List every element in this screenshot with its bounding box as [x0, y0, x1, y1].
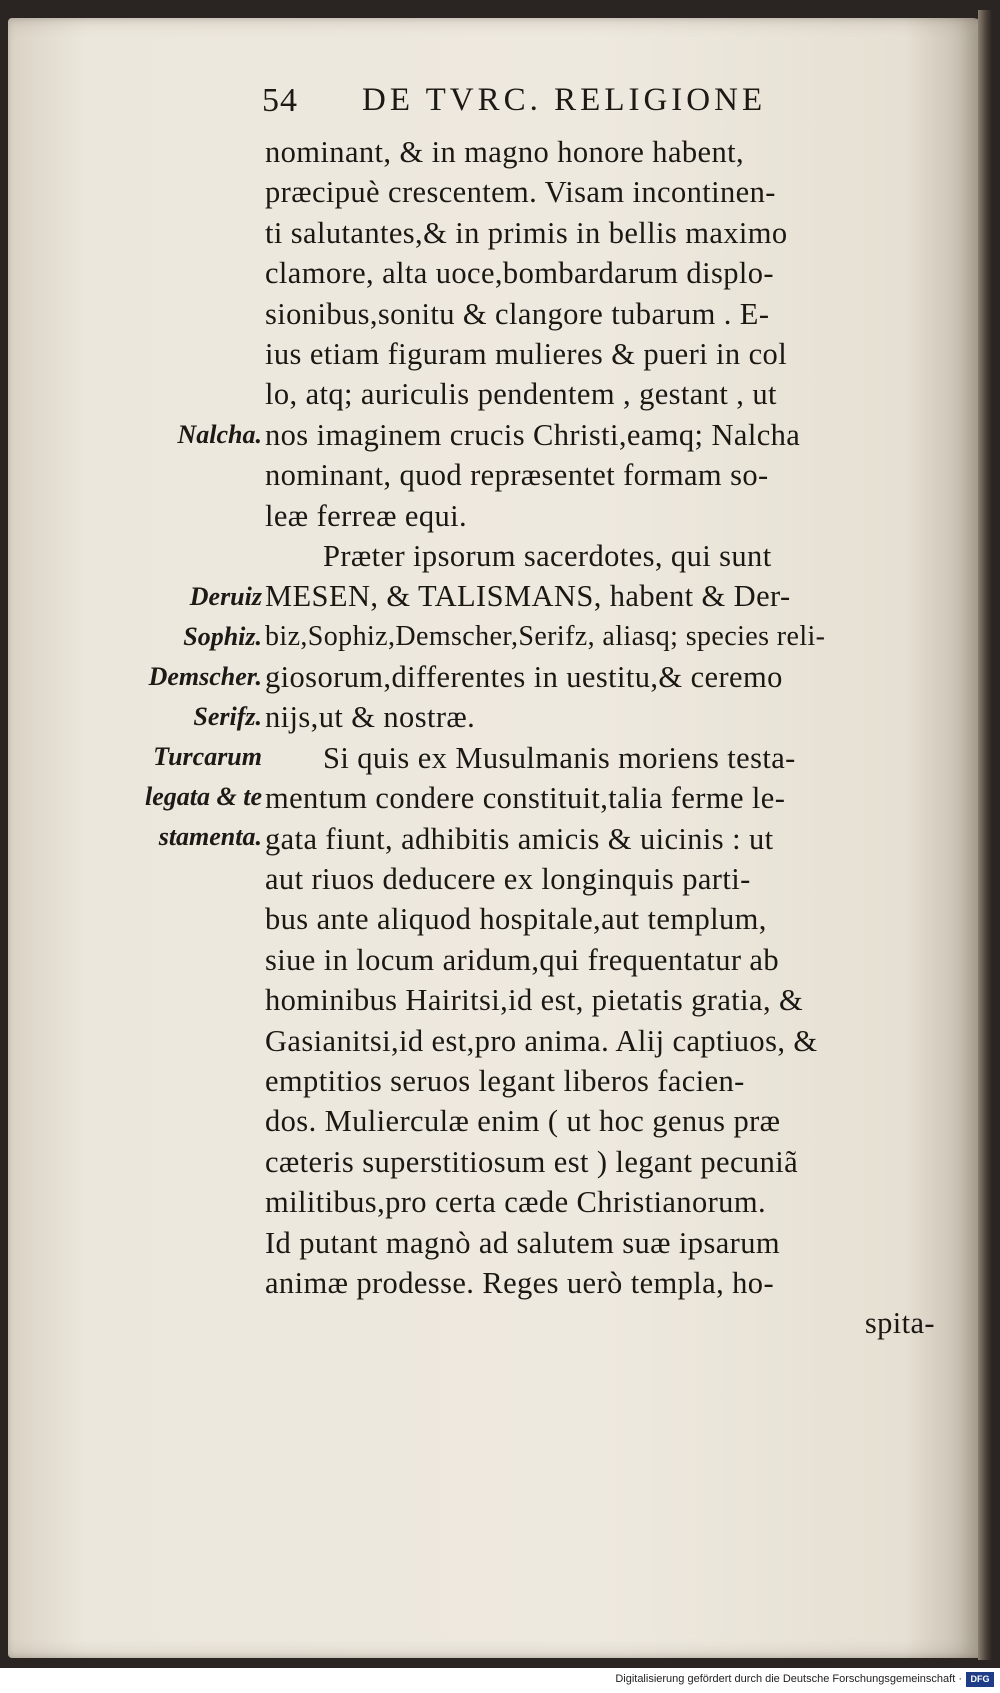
- text-line: nominant, & in magno honore habent,: [265, 135, 745, 169]
- text-line: sionibus,sonitu & clangore tubarum . E-: [265, 296, 770, 331]
- page-header: [262, 82, 862, 130]
- running-head: DE TVRC. RELIGIONE: [362, 82, 767, 118]
- body-text: [265, 132, 935, 1344]
- catchword: spita-: [864, 1306, 935, 1341]
- text-line: animæ prodesse. Reges uerò templa, ho-: [265, 1265, 775, 1300]
- margin-note: Deruiz: [189, 582, 262, 611]
- text-line: nominant, quod repræsentet formam so-: [265, 458, 769, 493]
- text-line: giosorum,differentes in uestitu,& ceremo: [265, 660, 783, 695]
- dfg-logo: DFG: [966, 1672, 994, 1687]
- text-line: clamore, alta uoce,bombardarum displo-: [265, 256, 774, 291]
- footer-bar: [0, 1668, 1000, 1693]
- funding-credit: Digitalisierung gefördert durch die Deutsche Forschungsgemeinschaft ·: [615, 1673, 962, 1685]
- text-line: nijs,ut & nostræ.: [265, 700, 476, 735]
- text-line: ius etiam figuram mulieres & pueri in col: [265, 336, 788, 371]
- text-line: emptitios seruos legant liberos facien-: [265, 1063, 745, 1098]
- text-line: Gasianitsi,id est,pro anima. Alij captiuos, &: [265, 1023, 818, 1058]
- text-line: Præter ipsorum sacerdotes, qui sunt: [323, 538, 772, 573]
- margin-note: stamenta.: [158, 822, 262, 851]
- text-line: gata fiunt, adhibitis amicis & uicinis : ut: [265, 821, 774, 856]
- margin-note: Turcarum: [153, 742, 262, 771]
- text-line: præcipuè crescentem. Visam incontinen-: [265, 175, 776, 210]
- text-line: biz,Sophiz,Demscher,Serifz, aliasq; species reli-: [265, 620, 826, 652]
- text-line: mentum condere constituit,talia ferme le-: [265, 781, 786, 816]
- text-line: bus ante aliquod hospitale,aut templum,: [265, 902, 767, 937]
- page-fore-edge: [978, 10, 992, 1660]
- text-line: leæ ferreæ equi.: [265, 498, 468, 533]
- text-line: Si quis ex Musulmanis moriens testa-: [323, 740, 796, 775]
- margin-note: Demscher.: [148, 662, 262, 691]
- text-line: MESEN, & TALISMANS, habent & Der-: [265, 579, 791, 614]
- margin-note: Sophiz.: [183, 622, 262, 651]
- text-line: Id putant magnò ad salutem suæ ipsarum: [265, 1225, 780, 1260]
- text-line: siue in locum aridum,qui frequentatur ab: [265, 942, 780, 977]
- text-line: cæteris superstitiosum est ) legant pecuniã: [265, 1144, 799, 1179]
- text-line: aut riuos deducere ex longinquis parti-: [265, 862, 751, 897]
- text-line: hominibus Hairitsi,id est, pietatis gratia, &: [265, 983, 804, 1018]
- text-line: dos. Mulierculæ enim ( ut hoc genus præ: [265, 1104, 781, 1139]
- margin-note: Serifz.: [193, 702, 262, 731]
- text-line: lo, atq; auriculis pendentem , gestant , ut: [265, 377, 777, 412]
- margin-note: Nalcha.: [177, 420, 262, 449]
- text-line: nos imaginem crucis Christi,eamq; Nalcha: [265, 417, 801, 452]
- margin-note: legata & te: [145, 782, 262, 811]
- text-line: militibus,pro certa cæde Christianorum.: [265, 1185, 766, 1220]
- page-number: 54: [262, 82, 298, 119]
- text-line: ti salutantes,& in primis in bellis maximo: [265, 215, 788, 250]
